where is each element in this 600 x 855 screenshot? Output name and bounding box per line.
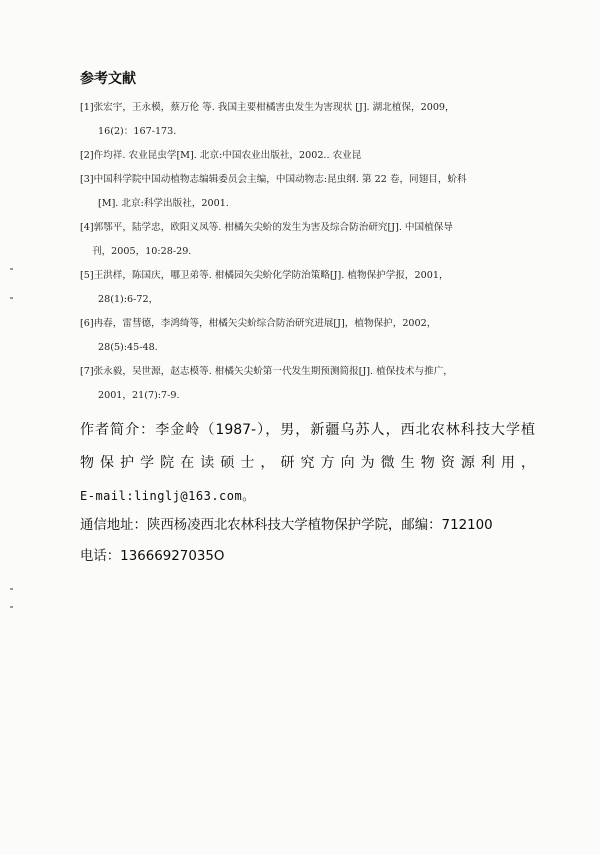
scan-speck [10, 606, 13, 608]
mailing-address: 通信地址：陕西杨凌西北农林科技大学植物保护学院，邮编：712100 [80, 518, 493, 533]
reference-item-4 [80, 216, 525, 264]
reference-line: [4]郭鄂平，陆学忠，欧阳义凤等. 柑橘矢尖蚧的发生为害及综合防治研究[J]. 中国植保导 [80, 222, 453, 233]
reference-continuation: 刊，2005，10:28-29. [92, 246, 192, 257]
phone-number: 电话：13666927035O [80, 549, 225, 564]
reference-continuation: 2001，21(7):7-9. [98, 390, 180, 401]
author-email: E-mail:linglj@163.com。 [80, 489, 255, 503]
reference-item-5 [80, 264, 525, 312]
reference-line: [3]中国科学院中国动植物志编辑委员会主编，中国动物志:昆虫纲. 第 22 卷，同翅目，蚧科 [80, 174, 467, 185]
reference-continuation: 28(5):45-48. [98, 342, 158, 353]
references-heading: 参考文献 [80, 71, 136, 87]
reference-line: [6]冉春，雷彗德，李鸿绮等，柑橘矢尖蚧综合防治研究进展[J]，植物保护，2002， [80, 318, 437, 329]
reference-item-3 [80, 168, 525, 216]
scan-speck [10, 268, 13, 270]
reference-continuation: 16(2)：167-173. [98, 126, 177, 137]
reference-continuation: 28(1):6-72， [98, 294, 159, 305]
reference-line: [2]仵均祥. 农业昆虫学[M]. 北京:中国农业出版社，2002.. 农业昆 [80, 150, 362, 161]
reference-item-1 [80, 96, 525, 144]
scan-speck [10, 297, 13, 299]
author-bio [80, 414, 535, 513]
reference-continuation: [M]. 北京:科学出版社，2001. [98, 198, 229, 209]
author-bio-line: 作者简介：李金岭（1987-），男，新疆乌苏人，西北农林科技大学植 [80, 422, 535, 438]
reference-item-2 [80, 144, 525, 168]
reference-item-6 [80, 312, 525, 360]
reference-item-7 [80, 360, 525, 408]
scan-speck [10, 588, 13, 590]
reference-line: [7]张永毅，吴世源，赵志模等. 柑橘矢尖蚧第一代发生期预测简报[J]. 植保技术与推广， [80, 366, 453, 377]
author-bio-line: 物保护学院在读硕士，研究方向为微生物资源利用， [80, 455, 535, 471]
reference-line: [5]王洪样，陈国庆，哪卫弟等. 柑橘园矢尖蚧化学防治策略[J]. 植物保护学报，2001， [80, 270, 449, 281]
reference-line: [1]张宏宇，王永模，蔡万伦 等. 我国主要柑橘害虫发生为害现状 [J]. 湖北植保，2009， [80, 102, 455, 113]
